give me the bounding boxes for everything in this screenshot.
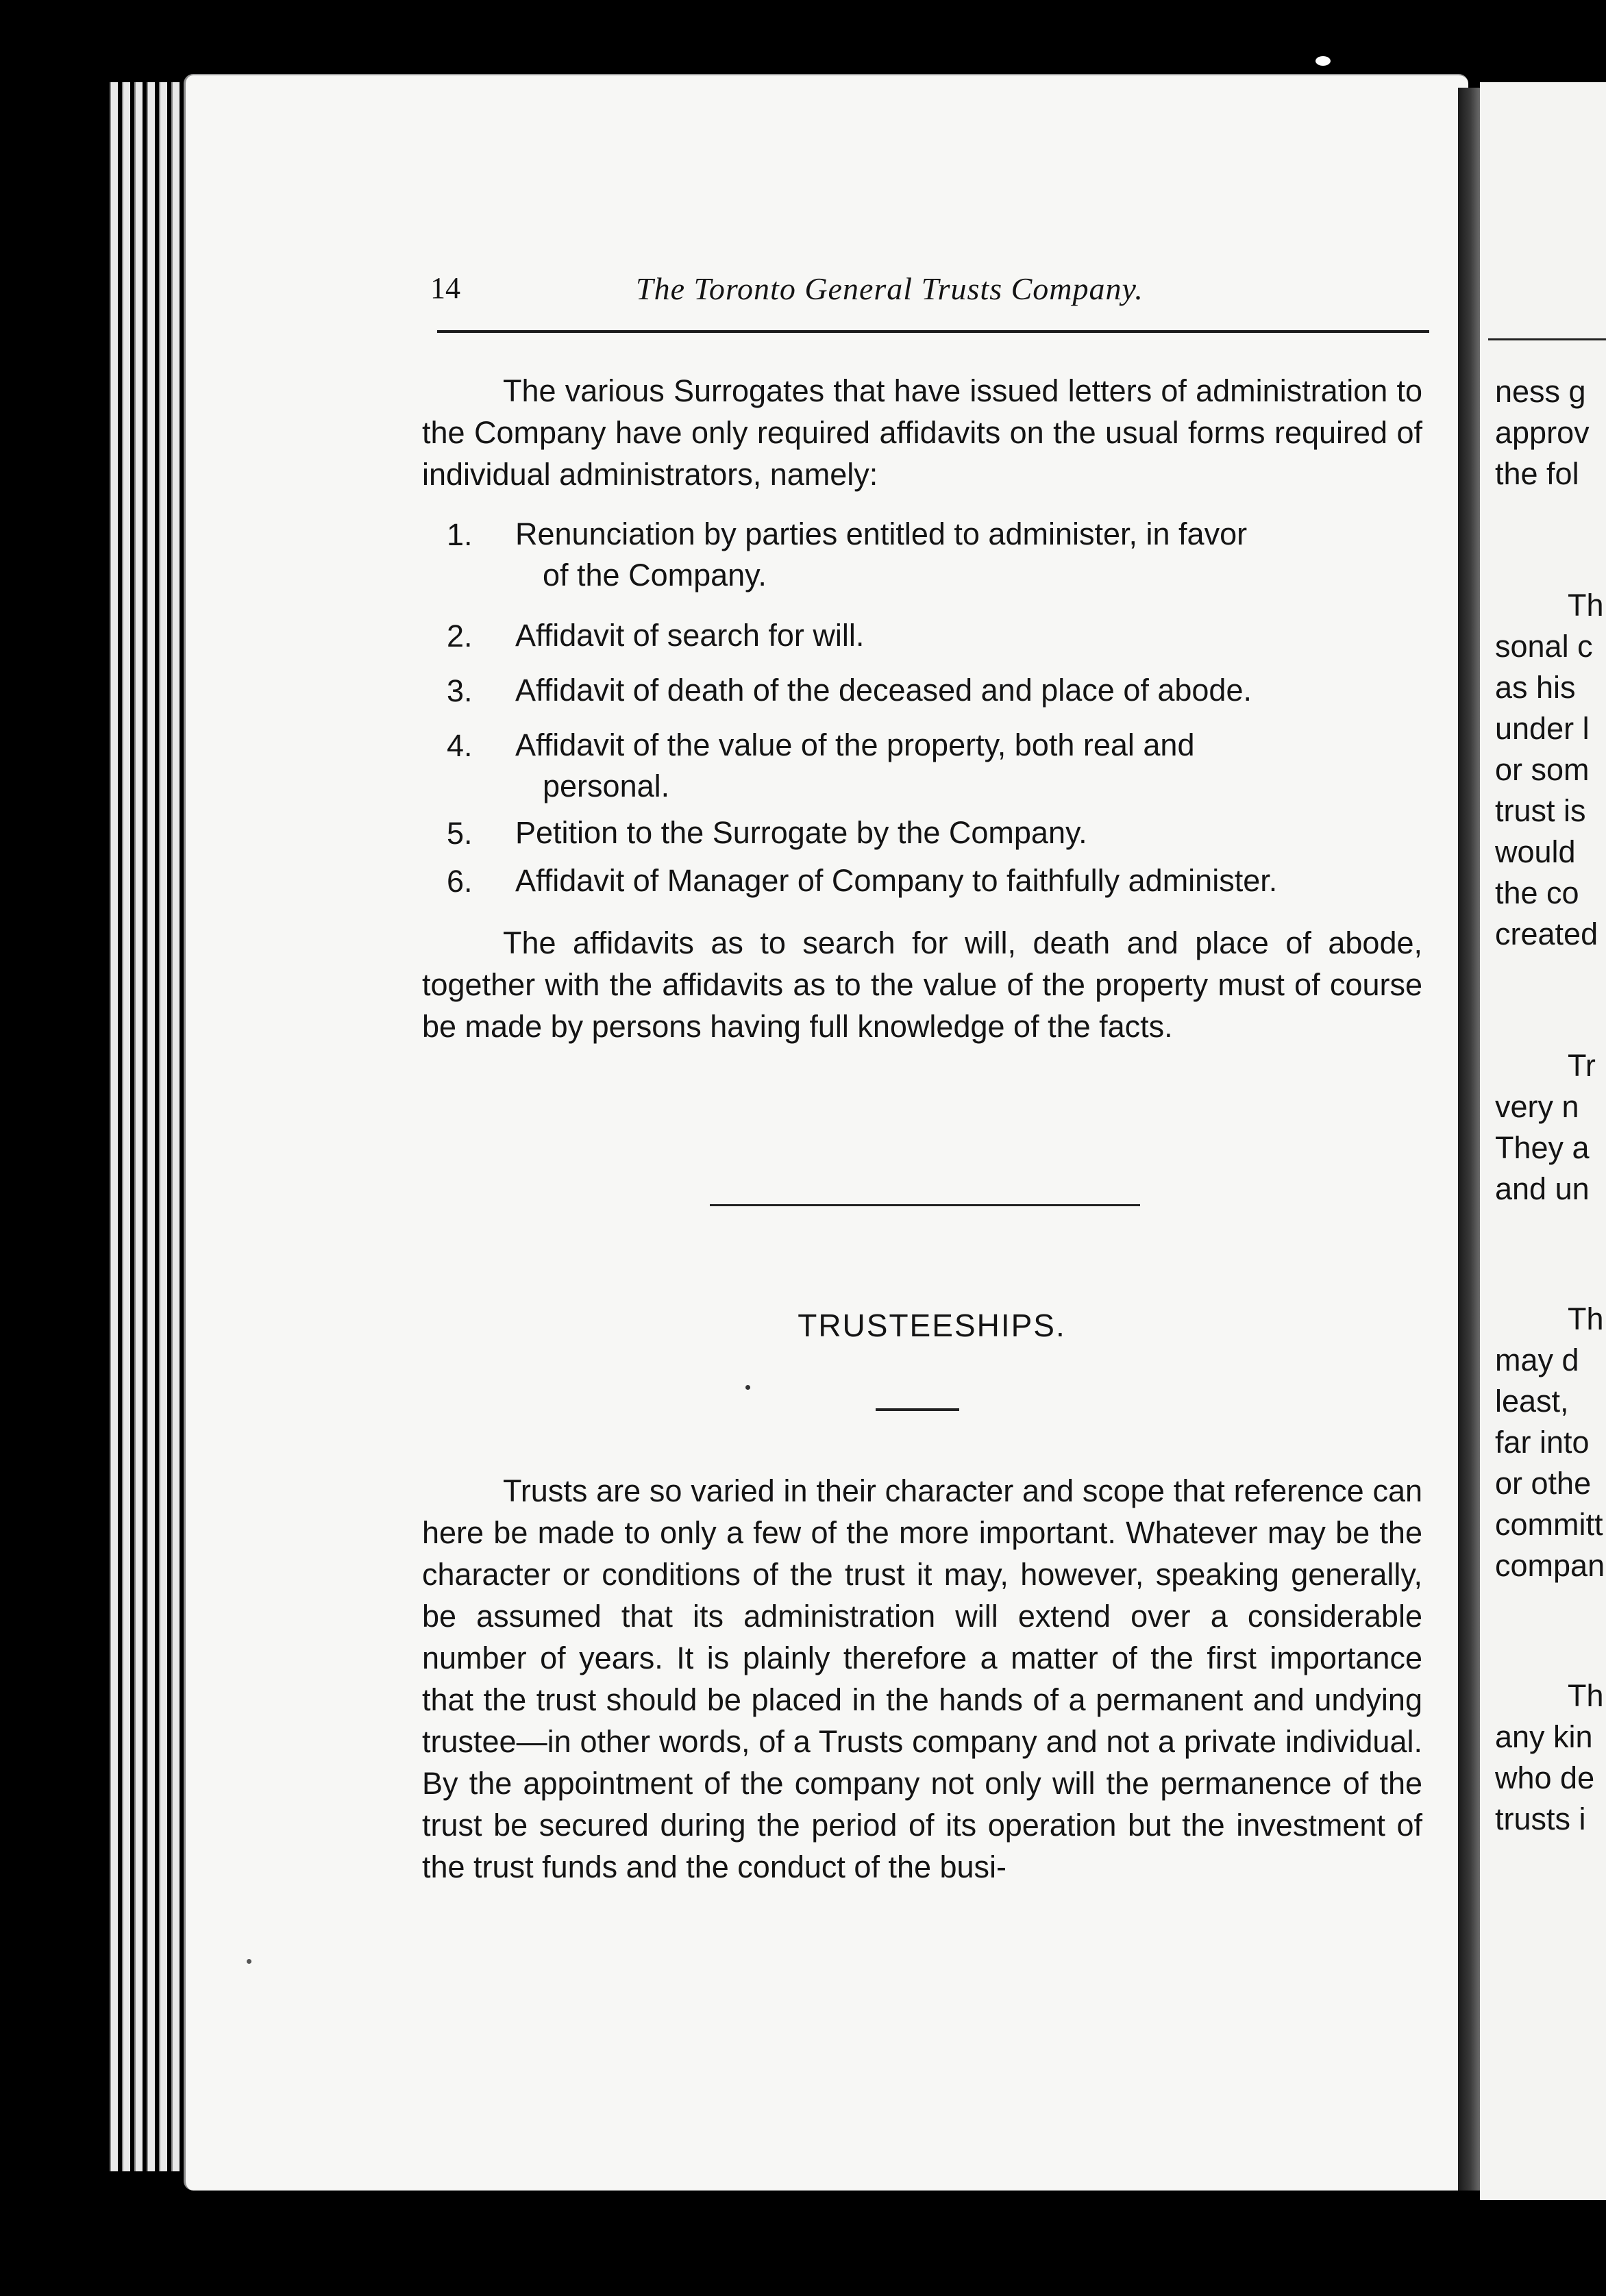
closing-block (422, 922, 1422, 1047)
ink-speck (247, 1959, 251, 1964)
closing-paragraph: The affidavits as to search for will, death and place of abode, together with the affidavits as to the value of the property must of course be made by persons having full knowledge of the facts. (422, 925, 1422, 1044)
section-divider (710, 1204, 1140, 1206)
facing-line: far into (1495, 1425, 1590, 1460)
facing-line: ness g (1495, 374, 1586, 409)
page-stack-edge (171, 82, 180, 2171)
title-dash (876, 1408, 959, 1411)
book-spine (1458, 88, 1480, 2191)
facing-line: compan (1495, 1548, 1605, 1583)
facing-line: Tr (1568, 1048, 1596, 1083)
list-line: Affidavit of the value of the property, both real and (515, 727, 1195, 762)
section-title: TRUSTEESHIPS. (798, 1308, 1066, 1343)
ink-speck (745, 1385, 750, 1390)
list-number: 1. (447, 517, 473, 552)
list-text (488, 615, 1418, 656)
facing-header-rule (1488, 338, 1606, 340)
list-line: of the Company. (543, 558, 767, 592)
list-line: Renunciation by parties entitled to administer, in favor (515, 516, 1248, 551)
facing-line: and un (1495, 1171, 1590, 1206)
running-head (430, 271, 1431, 319)
page-stack-edge (122, 82, 130, 2171)
page-number: 14 (430, 271, 460, 305)
page-stack-edge (134, 82, 143, 2171)
list-line: Affidavit of death of the deceased and place of abode. (515, 673, 1252, 708)
intro-paragraph: The various Surrogates that have issued letters of administration to the Company have only required affidavits on the usual forms required of individual administrators, namely: (422, 373, 1422, 492)
facing-line: Th (1568, 588, 1604, 623)
facing-line: committ (1495, 1507, 1603, 1542)
list-number: 4. (447, 728, 473, 763)
trusteeships-paragraph: Trusts are so varied in their character and scope that reference can here be made to only a few of the more important. Whatever may be the character or conditions of the trust it may, however, speaking generally, be assumed that its administration will extend over a considerable number of years. It is plainly therefore a matter of the first importance that the trust should be placed in the hands of a permanent and undying trustee—in other words, of a Trusts company and not a private individual. By the appointment of the company not only will the permanence of the trust be secured during the period of its operation but the investment of the trust funds and the conduct of the busi- (422, 1473, 1422, 1884)
affidavit-list (422, 514, 1422, 918)
facing-line: Th (1568, 1301, 1604, 1336)
facing-line: created (1495, 916, 1598, 951)
facing-line: They a (1495, 1130, 1590, 1165)
facing-line: or som (1495, 752, 1590, 787)
list-line: personal. (543, 769, 670, 803)
page-stack-edge (147, 82, 155, 2171)
list-line: Petition to the Surrogate by the Company. (515, 815, 1087, 850)
facing-line: sonal c (1495, 629, 1593, 664)
list-text (488, 514, 1418, 596)
list-text (488, 670, 1418, 711)
facing-line: would (1495, 834, 1576, 869)
list-text (488, 812, 1418, 853)
list-text (488, 860, 1418, 901)
page-stack-edge (159, 82, 167, 2171)
running-title: The Toronto General Trusts Company. (636, 271, 1144, 306)
facing-line: as his (1495, 670, 1576, 705)
intro-block (422, 370, 1422, 495)
facing-line: the co (1495, 875, 1579, 910)
facing-line: the fol (1495, 456, 1579, 491)
list-line: Affidavit of search for will. (515, 618, 865, 653)
ink-speck (1315, 56, 1331, 66)
facing-line: very n (1495, 1089, 1579, 1124)
trusteeships-block (422, 1470, 1422, 1888)
facing-page (1480, 82, 1606, 2200)
facing-line: or othe (1495, 1466, 1592, 1501)
list-number: 2. (447, 619, 473, 653)
list-number: 3. (447, 673, 473, 708)
facing-line: under l (1495, 711, 1590, 746)
facing-line: trusts i (1495, 1801, 1586, 1836)
list-number: 5. (447, 816, 473, 851)
facing-line: any kin (1495, 1719, 1593, 1754)
facing-line: who de (1495, 1760, 1595, 1795)
page-stack-edge (110, 82, 118, 2171)
list-number: 6. (447, 864, 473, 899)
facing-line: least, (1495, 1384, 1569, 1419)
facing-line: may d (1495, 1343, 1579, 1377)
facing-line: approv (1495, 415, 1590, 450)
facing-line: Th (1568, 1678, 1604, 1713)
facing-line: trust is (1495, 793, 1586, 828)
header-rule (437, 330, 1429, 333)
list-line: Affidavit of Manager of Company to faithfully administer. (515, 863, 1278, 898)
list-text (488, 725, 1418, 807)
